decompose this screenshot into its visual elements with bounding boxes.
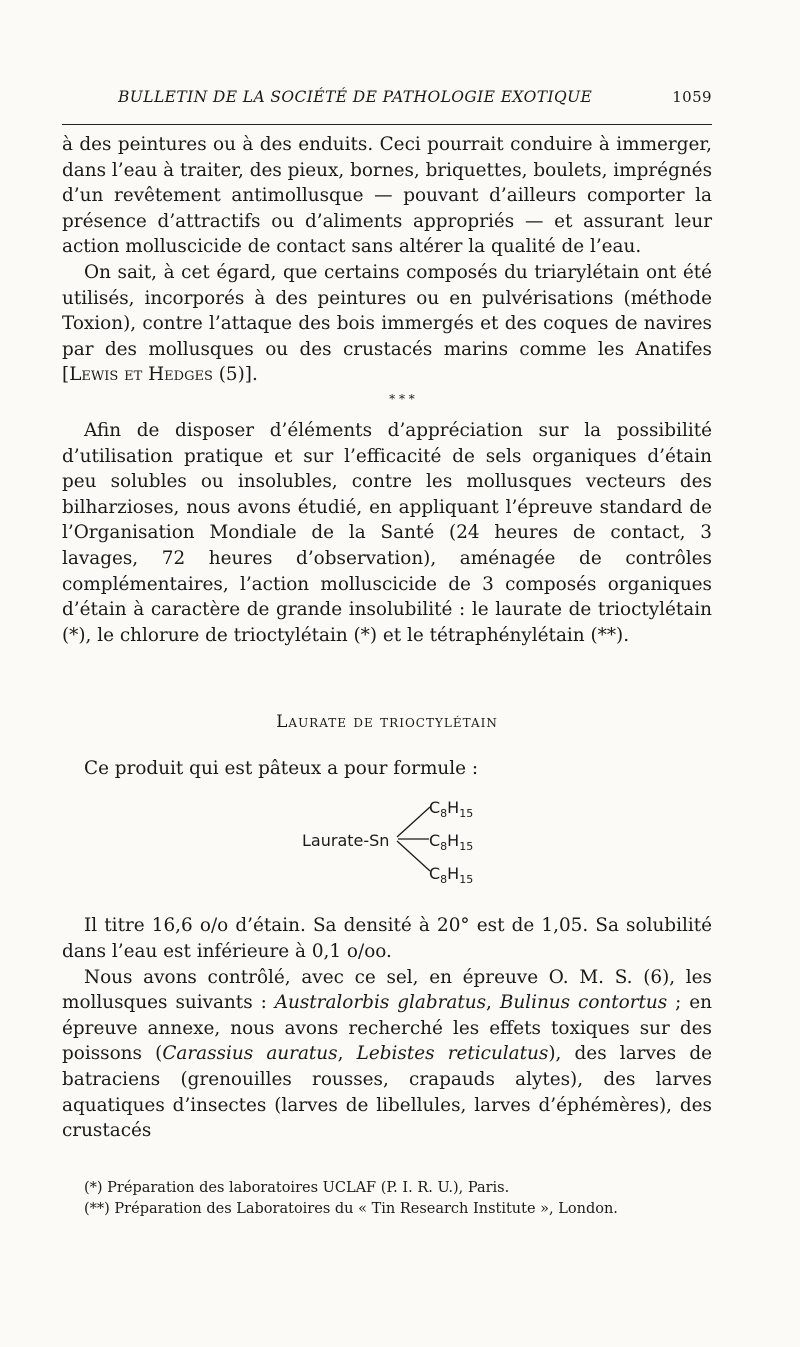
paragraph-3: Afin de disposer d’éléments d’appréciation sur la possibilité d’utilisation pratique et sur l’efficacité de sels organiques d’étain peu solubles ou insolubles, contre les mollusques vecteurs des bilharzioses, nous avons étudié, en appliquant l’épreuve standard de l’Organisation Mondiale de la Santé (24 heures de contact, 3 lavages, 72 heures d’observation), aménagée de contrôles complémentaires, l’action molluscicide de 3 composés organiques d’étain à caractère de grande insolubilité : le laurate de trioctylétain (*), le chlorure de trioctylétain (*) et le tétraphénylétain (**).: [62, 419, 712, 646]
running-title: BULLETIN DE LA SOCIÉTÉ DE PATHOLOGIE EXOTIQUE: [118, 88, 593, 106]
paragraph-1: à des peintures ou à des enduits. Ceci pourrait conduire à immerger, dans l’eau à traiter, des pieux, bornes, briquettes, boulets, imprégnés d’un revêtement antimollusque — pouvant d’ailleurs comporter la présence d’attractifs ou d’aliments appropriés — et assurant leur action molluscicide de contact sans altérer la qualité de l’eau.: [62, 134, 713, 258]
bond-upper: [397, 807, 430, 837]
chemical-formula: [62, 785, 712, 905]
formula-center: Laurate-Sn: [302, 831, 390, 851]
footnote-2: (**) Préparation des Laboratoires du « Tin Research Institute », London.: [84, 1201, 618, 1217]
author-citation: Lewis et Hedges: [69, 364, 213, 386]
body-text: [62, 132, 712, 1144]
species-lebistes: Lebistes reticulatus: [356, 1043, 549, 1065]
formula-group-1: $C_8H_{15}$: [429, 798, 474, 821]
paragraph-6: Nous avons contrôlé, avec ce sel, en épreuve O. M. S. (6), les mollusques suivants : Australorbis glabratus, Bulinus contortus ; en épreuve annexe, nous avons recherché les effets toxiques sur des poissons (Carassius auratus, Lebistes reticulatus), des larves de batraciens (grenouilles rousses, crapauds alytes), des larves aquatiques d’insectes (larves de libellules, larves d’éphémères), des crustacés: [62, 966, 712, 1142]
formula-group-2: $C_8H_{15}$: [429, 831, 474, 854]
footnotes: [84, 1178, 704, 1220]
formula-group-3: $C_8H_{15}$: [429, 864, 474, 887]
header-rule: [62, 124, 712, 125]
bond-lower: [397, 841, 430, 871]
species-bulinus: Bulinus contortus: [499, 992, 668, 1014]
species-australorbis: Australorbis glabratus: [274, 992, 487, 1014]
footnote-1: (*) Préparation des laboratoires UCLAF (P. I. R. U.), Paris.: [84, 1180, 510, 1196]
paragraph-2: On sait, à cet égard, que certains composés du triarylétain ont été utilisés, incorporés à des peintures ou en pulvérisations (méthode Toxion), contre l’attaque des bois immergés et des coques de navires par des mollusques ou des crustacés marins comme les Anatifes [Lewis et Hedges (5)].: [62, 261, 712, 386]
paragraph-4: Ce produit qui est pâteux a pour formule :: [84, 757, 479, 779]
page-number: 1059: [672, 88, 712, 106]
section-separator: * * *: [389, 391, 415, 406]
running-head: [118, 88, 712, 106]
page-content: [62, 0, 712, 1347]
paragraph-5: Il titre 16,6 o/o d’étain. Sa densité à 20° est de 1,05. Sa solubilité dans l’eau est inférieure à 0,1 o/oo.: [62, 915, 712, 963]
species-carassius: Carassius auratus: [162, 1043, 338, 1065]
section-title: Laurate de trioctylétain: [276, 712, 498, 733]
